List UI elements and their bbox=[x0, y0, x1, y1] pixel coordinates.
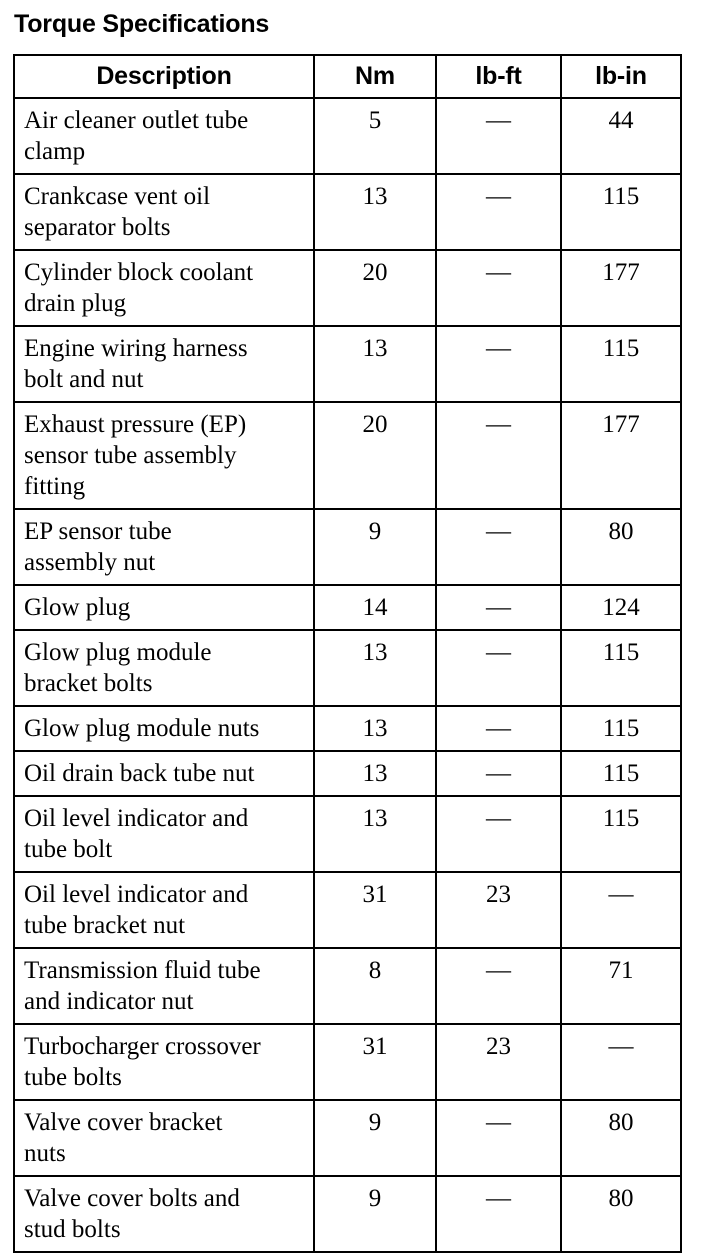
table-row bbox=[14, 706, 681, 751]
cell-nm: 13 bbox=[314, 174, 436, 250]
cell-lb-in: 115 bbox=[561, 796, 681, 872]
cell-description: Transmission fluid tube and indicator nut bbox=[14, 948, 314, 1024]
table-row bbox=[14, 796, 681, 872]
header-description: Description bbox=[14, 55, 314, 98]
cell-nm: 31 bbox=[314, 1024, 436, 1100]
torque-spec-table bbox=[13, 54, 682, 1253]
cell-description: Valve cover bolts and stud bolts bbox=[14, 1176, 314, 1252]
table-row bbox=[14, 98, 681, 174]
cell-description: Glow plug module bracket bolts bbox=[14, 630, 314, 706]
cell-lb-in: 115 bbox=[561, 706, 681, 751]
cell-description: Turbocharger crossover tube bolts bbox=[14, 1024, 314, 1100]
cell-lb-ft: — bbox=[436, 948, 561, 1024]
cell-lb-in: 115 bbox=[561, 630, 681, 706]
cell-nm: 31 bbox=[314, 872, 436, 948]
cell-lb-ft: — bbox=[436, 1176, 561, 1252]
cell-lb-ft: 23 bbox=[436, 872, 561, 948]
cell-lb-in: 177 bbox=[561, 250, 681, 326]
cell-description: Glow plug bbox=[14, 585, 314, 630]
cell-nm: 13 bbox=[314, 326, 436, 402]
cell-description: Air cleaner outlet tube clamp bbox=[14, 98, 314, 174]
cell-lb-ft: — bbox=[436, 509, 561, 585]
table-row bbox=[14, 751, 681, 796]
table-row bbox=[14, 402, 681, 509]
table-row bbox=[14, 630, 681, 706]
cell-description: Crankcase vent oil separator bolts bbox=[14, 174, 314, 250]
cell-description: Exhaust pressure (EP) sensor tube assembly fitting bbox=[14, 402, 314, 509]
cell-lb-in: 80 bbox=[561, 509, 681, 585]
table-row bbox=[14, 174, 681, 250]
cell-lb-ft: 23 bbox=[436, 1024, 561, 1100]
table-row bbox=[14, 509, 681, 585]
cell-nm: 13 bbox=[314, 796, 436, 872]
cell-lb-in: — bbox=[561, 872, 681, 948]
cell-lb-ft: — bbox=[436, 630, 561, 706]
table-row bbox=[14, 585, 681, 630]
cell-nm: 9 bbox=[314, 1100, 436, 1176]
cell-description: Oil level indicator and tube bolt bbox=[14, 796, 314, 872]
table-body bbox=[14, 98, 681, 1252]
table-row bbox=[14, 1176, 681, 1252]
table-row bbox=[14, 250, 681, 326]
cell-lb-ft: — bbox=[436, 751, 561, 796]
cell-nm: 20 bbox=[314, 402, 436, 509]
header-row bbox=[14, 55, 681, 98]
cell-lb-in: 71 bbox=[561, 948, 681, 1024]
cell-description: Oil level indicator and tube bracket nut bbox=[14, 872, 314, 948]
table-row bbox=[14, 326, 681, 402]
cell-description: EP sensor tube assembly nut bbox=[14, 509, 314, 585]
cell-lb-ft: — bbox=[436, 98, 561, 174]
cell-nm: 14 bbox=[314, 585, 436, 630]
cell-lb-ft: — bbox=[436, 706, 561, 751]
cell-nm: 9 bbox=[314, 509, 436, 585]
cell-description: Glow plug module nuts bbox=[14, 706, 314, 751]
cell-lb-in: 115 bbox=[561, 751, 681, 796]
table-row bbox=[14, 948, 681, 1024]
cell-nm: 20 bbox=[314, 250, 436, 326]
table-row bbox=[14, 872, 681, 948]
cell-nm: 9 bbox=[314, 1176, 436, 1252]
header-lb-ft: lb-ft bbox=[436, 55, 561, 98]
cell-lb-ft: — bbox=[436, 250, 561, 326]
cell-lb-in: 44 bbox=[561, 98, 681, 174]
header-nm: Nm bbox=[314, 55, 436, 98]
cell-description: Engine wiring harness bolt and nut bbox=[14, 326, 314, 402]
cell-description: Valve cover bracket nuts bbox=[14, 1100, 314, 1176]
cell-description: Oil drain back tube nut bbox=[14, 751, 314, 796]
cell-lb-ft: — bbox=[436, 796, 561, 872]
table-row bbox=[14, 1024, 681, 1100]
cell-lb-ft: — bbox=[436, 1100, 561, 1176]
cell-lb-in: 177 bbox=[561, 402, 681, 509]
cell-lb-ft: — bbox=[436, 174, 561, 250]
cell-description: Cylinder block coolant drain plug bbox=[14, 250, 314, 326]
cell-nm: 5 bbox=[314, 98, 436, 174]
cell-nm: 13 bbox=[314, 751, 436, 796]
cell-lb-in: 124 bbox=[561, 585, 681, 630]
cell-lb-in: — bbox=[561, 1024, 681, 1100]
cell-lb-ft: — bbox=[436, 326, 561, 402]
cell-nm: 8 bbox=[314, 948, 436, 1024]
cell-nm: 13 bbox=[314, 706, 436, 751]
cell-lb-in: 80 bbox=[561, 1100, 681, 1176]
cell-lb-in: 115 bbox=[561, 326, 681, 402]
header-lb-in: lb-in bbox=[561, 55, 681, 98]
table-row bbox=[14, 1100, 681, 1176]
cell-lb-ft: — bbox=[436, 402, 561, 509]
cell-lb-ft: — bbox=[436, 585, 561, 630]
cell-lb-in: 80 bbox=[561, 1176, 681, 1252]
cell-nm: 13 bbox=[314, 630, 436, 706]
page-title: Torque Specifications bbox=[14, 10, 270, 38]
cell-lb-in: 115 bbox=[561, 174, 681, 250]
